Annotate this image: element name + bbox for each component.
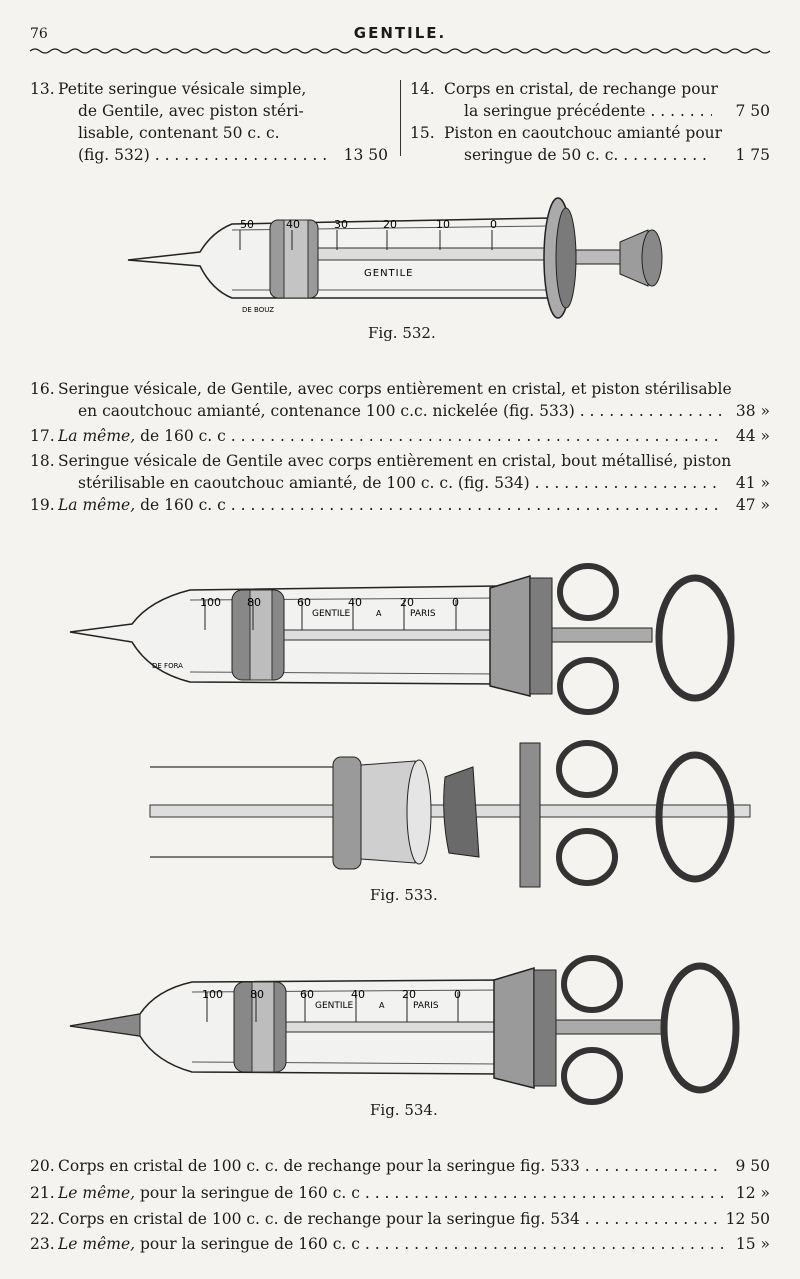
fig-533-syringe-disassembled-illustration bbox=[145, 735, 745, 895]
figure-caption: Fig. 532. bbox=[368, 324, 436, 342]
scale-mark: 80 bbox=[247, 596, 261, 609]
syringe-a-label: A bbox=[376, 609, 382, 618]
item-text-line: Seringue vésicale de Gentile avec corps entièrement en cristal, bout métallisé, piston bbox=[58, 452, 732, 470]
figure-caption: Fig. 533. bbox=[370, 886, 438, 904]
item-text: de 160 c. c bbox=[135, 427, 226, 445]
page-number: 76 bbox=[30, 26, 48, 42]
item-text: stérilisable en caoutchouc amianté, de 100 c. c. (fig. 534) bbox=[78, 474, 530, 492]
item-number: 16. bbox=[30, 380, 55, 398]
item-text-line bbox=[58, 425, 723, 447]
item-number: 14. bbox=[410, 80, 435, 98]
item-number: 13. bbox=[30, 80, 55, 98]
syringe-paris-label: PARIS bbox=[410, 609, 436, 619]
item-price: 9 50 bbox=[735, 1157, 770, 1175]
item-text-line bbox=[78, 144, 328, 166]
item-number: 19. bbox=[30, 496, 55, 514]
item-text-line bbox=[464, 144, 712, 166]
item-price: 12 » bbox=[735, 1184, 770, 1202]
scale-mark: 20 bbox=[400, 596, 414, 609]
item-text: pour la seringue de 160 c. c bbox=[135, 1235, 360, 1253]
syringe-brand-label: GENTILE bbox=[312, 609, 351, 619]
item-16 bbox=[30, 378, 775, 422]
item-italic: La même, bbox=[58, 427, 136, 445]
item-text-line: Seringue vésicale, de Gentile, avec corps entièrement en cristal, et piston stérilisable bbox=[58, 380, 732, 398]
item-text-line bbox=[58, 494, 723, 516]
item-22 bbox=[30, 1208, 775, 1230]
item-text: de 160 c. c bbox=[135, 496, 226, 514]
scale-mark: 40 bbox=[286, 218, 300, 231]
item-price: 13 50 bbox=[343, 146, 388, 164]
item-price: 47 » bbox=[735, 496, 770, 514]
item-17 bbox=[30, 425, 775, 447]
item-21 bbox=[30, 1182, 775, 1204]
fig-533-syringe-assembled-illustration bbox=[60, 560, 740, 720]
scale-mark: 0 bbox=[452, 596, 459, 609]
item-number: 23. bbox=[30, 1235, 55, 1253]
syringe-brand-label: GENTILE bbox=[315, 1001, 354, 1011]
item-text-line bbox=[78, 400, 723, 422]
item-text-line bbox=[464, 100, 712, 122]
item-number: 17. bbox=[30, 427, 55, 445]
item-text-line bbox=[58, 1208, 723, 1230]
item-text: seringue de 50 c. c. bbox=[464, 146, 619, 164]
item-price: 38 » bbox=[735, 402, 770, 420]
item-price: 41 » bbox=[735, 474, 770, 492]
item-text-line bbox=[78, 472, 723, 494]
item-text-line: Corps en cristal, de rechange pour bbox=[444, 80, 718, 98]
item-text: (fig. 532) bbox=[78, 146, 150, 164]
item-italic: Le même, bbox=[58, 1184, 136, 1202]
figure-caption: Fig. 534. bbox=[370, 1101, 438, 1119]
item-number: 21. bbox=[30, 1184, 55, 1202]
item-price: 12 50 bbox=[725, 1210, 770, 1228]
scale-mark: 50 bbox=[240, 218, 254, 231]
item-15 bbox=[410, 122, 775, 166]
item-19 bbox=[30, 494, 775, 516]
wavy-rule bbox=[30, 46, 770, 56]
syringe-brand-label: GENTILE bbox=[364, 268, 414, 279]
item-number: 15. bbox=[410, 124, 435, 142]
item-text-line: Petite seringue vésicale simple, bbox=[58, 80, 307, 98]
fig-534-syringe-illustration bbox=[60, 950, 750, 1110]
scale-mark: 20 bbox=[383, 218, 397, 231]
running-head: GENTILE. bbox=[353, 24, 447, 42]
fig-532-syringe-illustration bbox=[120, 190, 680, 325]
item-number: 18. bbox=[30, 452, 55, 470]
item-text: Corps en cristal de 100 c. c. de rechange pour la seringue fig. 533 bbox=[58, 1157, 580, 1175]
syringe-paris-label: PARIS bbox=[413, 1001, 439, 1011]
item-text-line: de Gentile, avec piston stéri- bbox=[78, 102, 304, 120]
scale-mark: 80 bbox=[250, 988, 264, 1001]
scale-mark: 100 bbox=[200, 596, 221, 609]
column-divider bbox=[400, 80, 402, 156]
item-text: pour la seringue de 160 c. c bbox=[135, 1184, 360, 1202]
scale-mark: 30 bbox=[334, 218, 348, 231]
item-text-line: Piston en caoutchouc amianté pour bbox=[444, 124, 723, 142]
item-23 bbox=[30, 1233, 775, 1255]
artist-signature: DE FORA bbox=[152, 662, 183, 670]
item-price: 7 50 bbox=[735, 102, 770, 120]
scale-mark: 10 bbox=[436, 218, 450, 231]
scale-mark: 20 bbox=[402, 988, 416, 1001]
item-price: 15 » bbox=[735, 1235, 770, 1253]
item-italic: Le même, bbox=[58, 1235, 136, 1253]
item-20 bbox=[30, 1155, 775, 1177]
item-price: 1 75 bbox=[735, 146, 770, 164]
scale-mark: 0 bbox=[490, 218, 497, 231]
item-13 bbox=[30, 78, 392, 168]
item-number: 22. bbox=[30, 1210, 55, 1228]
item-text: Corps en cristal de 100 c. c. de rechange pour la seringue fig. 534 bbox=[58, 1210, 580, 1228]
scale-mark: 40 bbox=[348, 596, 362, 609]
scale-mark: 100 bbox=[202, 988, 223, 1001]
item-price: 44 » bbox=[735, 427, 770, 445]
item-italic: La même, bbox=[58, 496, 136, 514]
item-number: 20. bbox=[30, 1157, 55, 1175]
item-text: en caoutchouc amianté, contenance 100 c.c. nickelée (fig. 533) bbox=[78, 402, 575, 420]
item-text-line bbox=[58, 1233, 723, 1255]
item-text-line bbox=[58, 1155, 723, 1177]
item-text: la seringue précédente bbox=[464, 102, 646, 120]
scale-mark: 60 bbox=[297, 596, 311, 609]
scale-mark: 0 bbox=[454, 988, 461, 1001]
item-text-line: lisable, contenant 50 c. c. bbox=[78, 124, 280, 142]
item-14 bbox=[410, 78, 775, 122]
artist-signature: DE BOUZ bbox=[242, 306, 275, 314]
scale-mark: 40 bbox=[351, 988, 365, 1001]
item-18 bbox=[30, 450, 775, 494]
item-text-line bbox=[58, 1182, 723, 1204]
scale-mark: 60 bbox=[300, 988, 314, 1001]
syringe-a-label: A bbox=[379, 1001, 385, 1010]
